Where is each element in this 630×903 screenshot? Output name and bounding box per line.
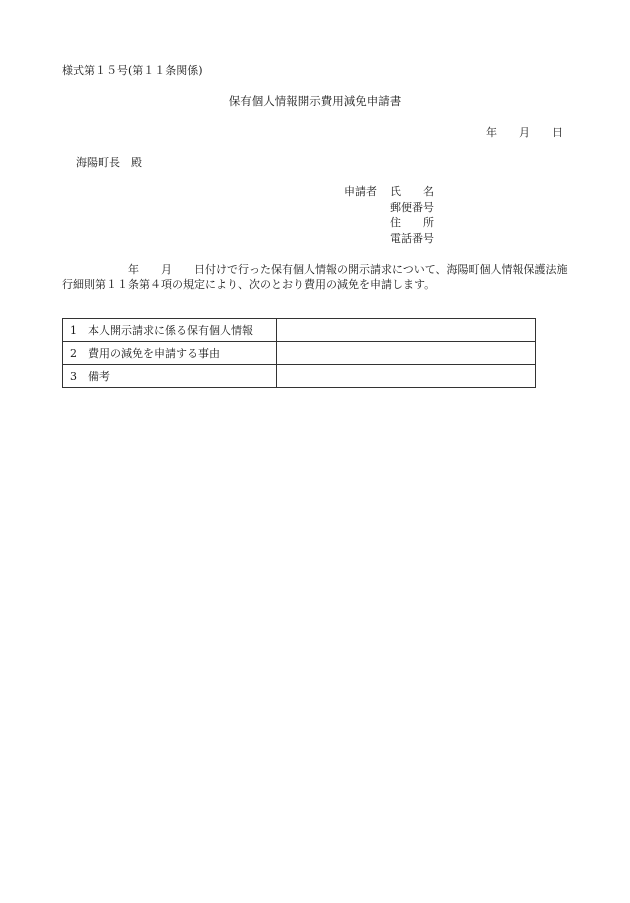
row-value-field[interactable] (277, 342, 536, 365)
applicant-fields (390, 186, 434, 248)
date-line: 年 月 日 (486, 126, 563, 139)
applicant-address-label: 住 所 (390, 216, 434, 229)
addressee: 海陽町長 殿 (76, 156, 142, 169)
table-row (63, 342, 536, 365)
form-number: 様式第１５号(第１１条関係) (62, 64, 203, 77)
row-label: 1 本人開示請求に係る保有個人情報 (63, 319, 277, 342)
body-text: 年 月 日付けで行った保有個人情報の開示請求について、海陽町個人情報保護法施行細則第１１条第４項の規定により、次のとおり費用の減免を申請します。 (62, 263, 568, 291)
table-row (63, 365, 536, 388)
applicant-name-label: 氏 名 (390, 185, 434, 198)
table-row (63, 319, 536, 342)
document-title: 保有個人情報開示費用減免申請書 (228, 94, 402, 108)
applicant-label: 申請者 (344, 185, 377, 198)
info-table (62, 318, 536, 388)
row-label: 3 備考 (63, 365, 277, 388)
applicant-phone-label: 電話番号 (390, 231, 434, 245)
row-label: 2 費用の減免を申請する事由 (63, 342, 277, 365)
applicant-postal-label: 郵便番号 (390, 200, 434, 214)
row-value-field[interactable] (277, 319, 536, 342)
row-value-field[interactable] (277, 365, 536, 388)
